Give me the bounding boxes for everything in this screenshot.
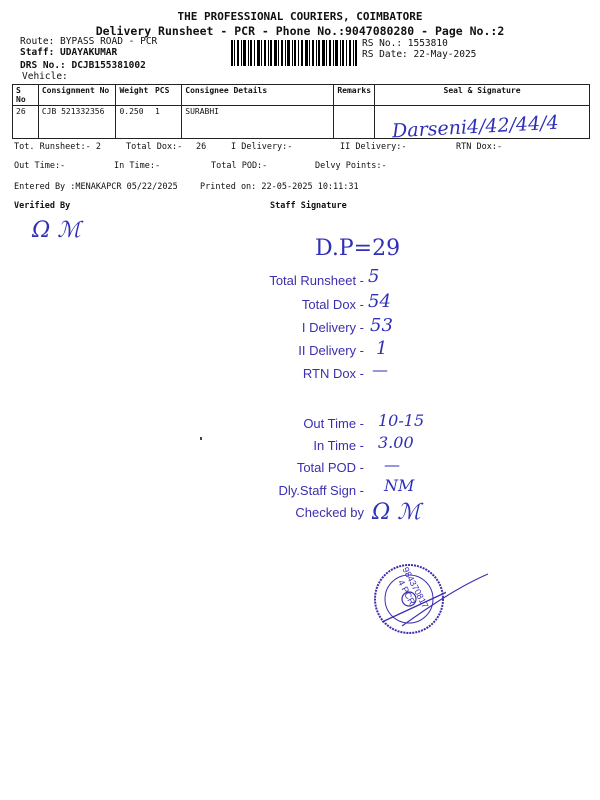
staff-line: Staff: UDAYAKUMAR bbox=[20, 47, 118, 58]
stamp-ii-delivery: II Delivery - bbox=[298, 343, 364, 358]
printed-on: Printed on: 22-05-2025 10:11:31 bbox=[200, 182, 359, 192]
total-dox-value: 26 bbox=[196, 142, 207, 152]
cell-sno: 26 bbox=[13, 106, 39, 139]
total-pod: Total POD:- bbox=[211, 161, 268, 171]
out-time: Out Time:- bbox=[14, 161, 66, 171]
cell-remarks bbox=[334, 106, 375, 139]
row-handwritten-signature: Darseni4/42/44/4 bbox=[391, 111, 560, 143]
ii-delivery: II Delivery:- bbox=[340, 142, 407, 152]
staff-signature-label: Staff Signature bbox=[270, 201, 347, 211]
stamp-total-pod: Total POD - bbox=[296, 460, 364, 475]
dp-handwriting: D.P=29 bbox=[315, 236, 401, 261]
rtn-dox: RTN Dox:- bbox=[456, 142, 503, 152]
verified-by-label: Verified By bbox=[14, 201, 71, 211]
hw-i-delivery: 53 bbox=[370, 315, 393, 336]
cell-weight: 0.250 bbox=[116, 106, 152, 139]
barcode bbox=[231, 40, 357, 66]
round-stamp-text: 9843708174 PCR bbox=[395, 565, 431, 610]
total-runsheet: Tot. Runsheet:- 2 bbox=[14, 142, 101, 152]
rs-date: RS Date: 22-May-2025 bbox=[362, 49, 477, 60]
delvy-points: Delvy Points:- bbox=[315, 161, 387, 171]
route-line: Route: BYPASS ROAD - PCR bbox=[20, 36, 158, 47]
stamp-rtn-dox: RTN Dox - bbox=[302, 366, 364, 381]
stamp-checked-by: Checked by bbox=[295, 505, 364, 520]
hw-total-pod: — bbox=[384, 455, 400, 474]
runsheet-subtitle: Delivery Runsheet - PCR - Phone No.:9047080280 - Page No.:2 bbox=[95, 24, 505, 38]
stamp-dly-staff-sign: Dly.Staff Sign - bbox=[278, 483, 364, 498]
col-pcs: PCS bbox=[152, 85, 182, 106]
cell-pcs: 1 bbox=[152, 106, 182, 139]
rs-number: RS No.: 1553810 bbox=[362, 38, 448, 49]
cell-consignment: CJB 521332356 bbox=[38, 106, 116, 139]
col-remarks: Remarks bbox=[334, 85, 375, 106]
hw-out-time: 10-15 bbox=[378, 411, 425, 430]
vehicle-line: Vehicle: bbox=[22, 71, 68, 82]
stamp-total-runsheet: Total Runsheet - bbox=[269, 273, 364, 288]
hw-total-runsheet: 5 bbox=[368, 266, 380, 287]
col-consignment: Consignment No bbox=[38, 85, 116, 106]
drs-line: DRS No.: DCJB155381002 bbox=[20, 60, 146, 71]
i-delivery: I Delivery:- bbox=[231, 142, 293, 152]
hw-in-time: 3.00 bbox=[378, 433, 414, 452]
stamp-in-time: In Time - bbox=[313, 438, 364, 453]
col-sno: S No bbox=[13, 85, 39, 106]
hw-dly-staff-sign: NM bbox=[384, 476, 415, 495]
hw-ii-delivery: 1 bbox=[376, 338, 388, 359]
cell-consignee: SURABHI bbox=[182, 106, 334, 139]
company-title: THE PROFESSIONAL COURIERS, COIMBATORE bbox=[177, 10, 423, 23]
col-weight: Weight bbox=[116, 85, 152, 106]
in-time: In Time:- bbox=[114, 161, 161, 171]
hw-total-dox: 54 bbox=[368, 291, 391, 312]
hw-rtn-dox: — bbox=[372, 360, 388, 379]
total-dox-label: Total Dox:- bbox=[126, 142, 183, 152]
col-seal: Seal & Signature bbox=[375, 85, 590, 106]
col-consignee: Consignee Details bbox=[182, 85, 334, 106]
entered-by: Entered By :MENAKAPCR 05/22/2025 bbox=[14, 182, 178, 192]
table-header-row bbox=[13, 85, 590, 106]
stamp-out-time: Out Time - bbox=[303, 416, 364, 431]
stamp-total-dox: Total Dox - bbox=[301, 297, 364, 312]
verified-initials: Ω ℳ bbox=[32, 218, 81, 243]
hw-checked-by: Ω ℳ bbox=[372, 500, 421, 525]
speck-mark bbox=[200, 437, 202, 440]
stamp-i-delivery: I Delivery - bbox=[301, 320, 364, 335]
pen-stroke bbox=[400, 572, 490, 628]
